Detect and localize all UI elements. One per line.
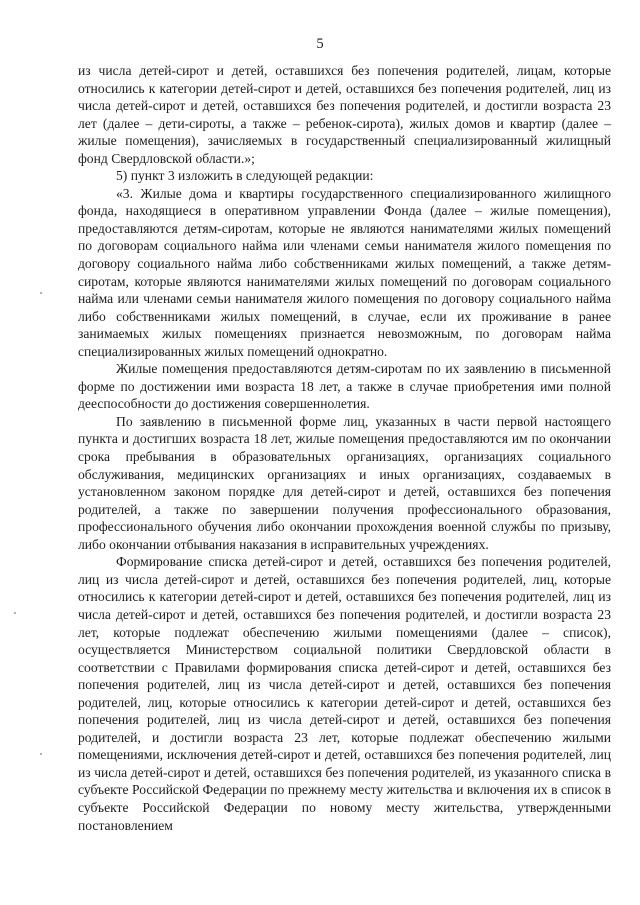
scan-speck bbox=[14, 612, 16, 614]
scan-speck bbox=[40, 292, 42, 294]
paragraph-continuation: из числа детей-сирот и детей, оставшихся без попечения родителей, лицам, которые относились к категории детей-сирот и детей, оставшихся без попечения родителей, лиц из числа детей-сирот и детей, оставшихся без попечения родителей, и достигли возраста 23 лет (далее – дети-сироты, а также – ребенок-сирота), жилых домов и квартир (далее – жилые помещения), зачисляемых в государственный специализированный жилищный фонд Свердловской области.»; bbox=[78, 63, 611, 166]
paragraph-list-formation: Формирование списка детей-сирот и детей, оставшихся без попечения родителей, лиц из числа детей-сирот и детей, оставшихся без попечения родителей, лиц, которые относились к категории детей-сирот и детей, оставшихся без попечения родителей, лиц из числа детей-сирот и детей, оставшихся без попечения родителей, и достигли возраста 23 лет, которые подлежат обеспечению жилыми помещениями (далее – список), осуществляется Министерством социальной политики Свердловской области в соответствии с Правилами формирования списка детей-сирот и детей, оставшихся без попечения родителей, лиц из числа детей-сирот и детей, оставшихся без попечения родителей, лиц, которые относились к категории детей-сирот и детей, оставшихся без попечения родителей, лиц из числа детей-сирот и детей, оставшихся без попечения родителей, и достигли возраста 23 лет, которые подлежат обеспечению жилыми помещениями, исключения детей-сирот и детей, оставшихся без попечения родителей, лиц из числа детей-сирот и детей, оставшихся без попечения родителей, из указанного списка в субъекте Российской Федерации по прежнему месту жительства и включения их в список в субъекте Российской Федерации по новому месту жительства, утвержденными постановлением bbox=[78, 554, 611, 833]
paragraph-provision-terms: По заявлению в письменной форме лиц, указанных в части первой настоящего пункта и достигших возраста 18 лет, жилые помещения предоставляются им по окончании срока пребывания в образовательных организациях, организациях социального обслуживания, медицинских организациях и иных организациях, создаваемых в установленном законом порядке для детей-сирот и детей, оставшихся без попечения родителей, а также по завершении получения профессионального образования, профессионального обучения либо окончании прохождения военной службы по призыву, либо окончании отбывания наказания в исправительных учреждениях. bbox=[78, 413, 611, 552]
paragraph-clause-3: «3. Жилые дома и квартиры государственного специализированного жилищного фонда, находящиеся в оперативном управлении Фонда (далее – жилые помещения), предоставляются детям-сиротам, которые не являются нанимателями жилых помещений по договорам социального найма или членами семьи нанимателя жилого помещения по договору социального найма либо собственниками жилых помещений, а также детям-сиротам, которые являются нанимателями жилых помещений по договорам социального найма или членами семьи нанимателя жилого помещения по договору социального найма либо собственниками жилых помещений, в случае, если их проживание в ранее занимаемых жилых помещениях признается невозможным, по договорам найма специализированных жилых помещений однократно. bbox=[78, 185, 611, 359]
paragraph-amendment-item-5: 5) пункт 3 изложить в следующей редакции: bbox=[116, 168, 374, 184]
paragraph-application-age: Жилые помещения предоставляются детям-сиротам по их заявлению в письменной форме по достижении ими возраста 18 лет, а также в случае приобретения ими полной дееспособности до достижения совершеннолетия. bbox=[78, 361, 611, 412]
document-body bbox=[78, 62, 611, 834]
page-number: 5 bbox=[316, 36, 324, 52]
scan-speck bbox=[40, 753, 42, 755]
